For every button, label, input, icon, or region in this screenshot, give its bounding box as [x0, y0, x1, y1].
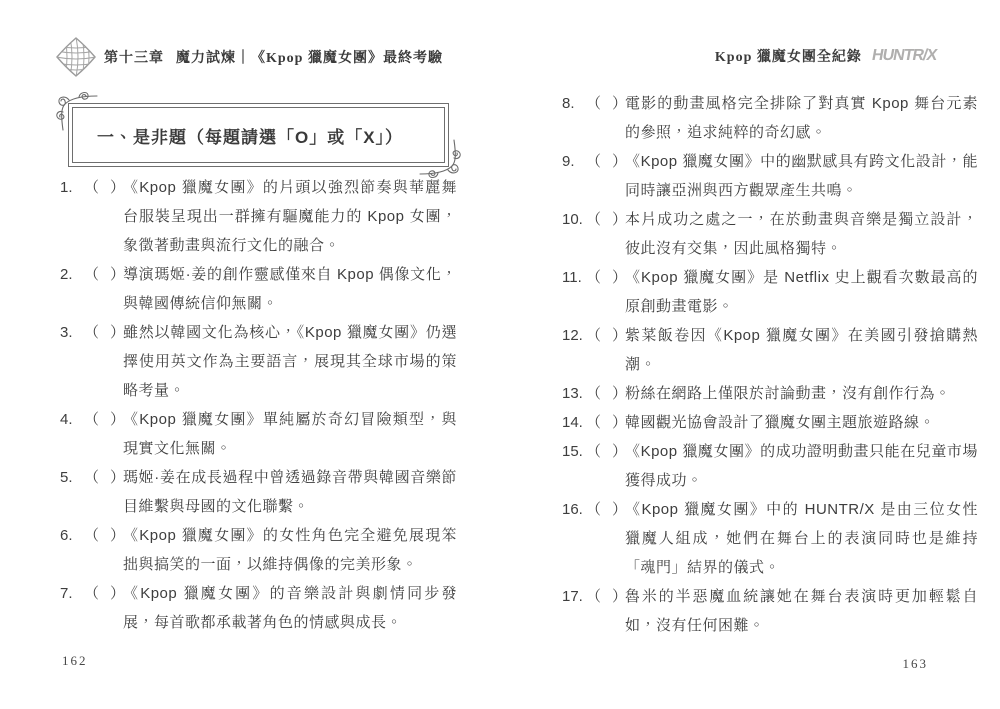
question-number: 17. [562, 588, 583, 605]
page-number-right: 163 [902, 656, 928, 671]
question-item [60, 173, 457, 260]
question-number: 11. [562, 269, 582, 286]
question-text: 《Kpop 獵魔女團》的成功證明動畫只能在兒童市場獲得成功。 [625, 443, 978, 489]
question-item [60, 521, 457, 579]
question-item [60, 463, 457, 521]
woven-globe-icon [56, 37, 96, 77]
chapter-number: 第十三章 [104, 51, 164, 66]
answer-blank: （ ） [84, 411, 124, 428]
question-text: 《Kpop 獵魔女團》的女性角色完全避免展現笨拙與搞笑的一面，以維持偶像的完美形象。 [123, 527, 457, 573]
question-number: 12. [562, 327, 583, 344]
left-page-header [56, 36, 443, 78]
question-number: 9. [562, 153, 575, 170]
question-item [562, 147, 978, 205]
question-number: 5. [60, 469, 73, 486]
question-item [60, 260, 457, 318]
question-text: 韓國觀光協會設計了獵魔女團主題旅遊路線。 [625, 414, 936, 431]
answer-blank: （ ） [586, 327, 626, 344]
question-number: 10. [562, 211, 583, 228]
question-number: 4. [60, 411, 73, 428]
question-text: 電影的動畫風格完全排除了對真實 Kpop 舞台元素的參照，追求純粹的奇幻感。 [625, 95, 978, 141]
question-text: 《Kpop 獵魔女團》中的 HUNTR/X 是由三位女性獵魔人組成，她們在舞台上的表演同時也是維持「魂門」結界的儀式。 [625, 501, 978, 576]
question-number: 15. [562, 443, 583, 460]
question-item [60, 579, 457, 637]
answer-blank: （ ） [84, 324, 124, 341]
answer-blank: （ ） [84, 527, 124, 544]
answer-blank: （ ） [84, 469, 124, 486]
question-item [562, 495, 978, 582]
question-text: 《Kpop 獵魔女團》中的幽默感具有跨文化設計，能同時讓亞洲與西方觀眾產生共鳴。 [625, 153, 978, 199]
page-number-left: 162 [62, 653, 88, 668]
question-number: 7. [60, 585, 73, 602]
question-text: 《Kpop 獵魔女團》單純屬於奇幻冒險類型，與現實文化無關。 [123, 411, 457, 457]
answer-blank: （ ） [586, 501, 626, 518]
question-number: 16. [562, 501, 583, 518]
question-text: 魯米的半惡魔血統讓她在舞台表演時更加輕鬆自如，沒有任何困難。 [625, 588, 978, 634]
question-text: 雖然以韓國文化為核心，《Kpop 獵魔女團》仍選擇使用英文作為主要語言，展現其全球市場的策略考量。 [123, 324, 457, 399]
answer-blank: （ ） [586, 211, 626, 228]
section-title-box [68, 103, 449, 167]
section-title: 一、是非題（每題請選「O」或「X」） [97, 127, 404, 147]
question-number: 8. [562, 95, 575, 112]
answer-blank: （ ） [586, 153, 626, 170]
question-item [60, 405, 457, 463]
answer-blank: （ ） [586, 385, 626, 402]
question-text: 紫菜飯卷因《Kpop 獵魔女團》在美國引發搶購熱潮。 [625, 327, 978, 373]
answer-blank: （ ） [84, 266, 124, 283]
question-text: 瑪姬·姜在成長過程中曾透過錄音帶與韓國音樂節目維繫與母國的文化聯繫。 [123, 469, 457, 515]
question-item [562, 263, 978, 321]
question-number: 14. [562, 414, 583, 431]
huntrx-logo: HUNTR/X [870, 47, 938, 64]
question-item [60, 318, 457, 405]
question-item [562, 408, 978, 437]
question-item [562, 205, 978, 263]
question-text: 粉絲在網路上僅限於討論動畫，沒有創作行為。 [625, 385, 951, 402]
question-text: 《Kpop 獵魔女團》的片頭以強烈節奏與華麗舞台服裝呈現出一群擁有驅魔能力的 Kpop 女團，象徵著動畫與流行文化的融合。 [123, 179, 457, 254]
question-number: 2. [60, 266, 73, 283]
answer-blank: （ ） [586, 414, 626, 431]
answer-blank: （ ） [586, 443, 626, 460]
question-item [562, 437, 978, 495]
right-page-header [715, 46, 936, 66]
question-number: 1. [60, 179, 73, 196]
question-item [562, 379, 978, 408]
section-title-inner-frame [72, 107, 445, 163]
question-text: 導演瑪姬·姜的創作靈感僅來自 Kpop 偶像文化，與韓國傳統信仰無關。 [123, 266, 457, 312]
question-number: 6. [60, 527, 73, 544]
question-text: 《Kpop 獵魔女團》的音樂設計與劇情同步發展，每首歌都承載著角色的情感與成長。 [123, 585, 457, 631]
question-number: 13. [562, 385, 583, 402]
question-item [562, 321, 978, 379]
question-item [562, 582, 978, 640]
question-text: 《Kpop 獵魔女團》是 Netflix 史上觀看次數最高的原創動畫電影。 [625, 269, 978, 315]
chapter-heading [104, 47, 443, 67]
book-title: Kpop 獵魔女團全紀錄 [714, 50, 862, 65]
question-number: 3. [60, 324, 73, 341]
answer-blank: （ ） [84, 585, 124, 602]
question-text: 本片成功之處之一，在於動畫與音樂是獨立設計，彼此沒有交集，因此風格獨特。 [625, 211, 978, 257]
questions-right-page [562, 89, 978, 640]
answer-blank: （ ） [586, 588, 626, 605]
answer-blank: （ ） [586, 269, 626, 286]
answer-blank: （ ） [586, 95, 626, 112]
chapter-title: 魔力試煉｜《Kpop 獵魔女團》最終考驗 [176, 51, 443, 66]
question-item [562, 89, 978, 147]
questions-left-page [60, 173, 457, 637]
answer-blank: （ ） [84, 179, 124, 196]
